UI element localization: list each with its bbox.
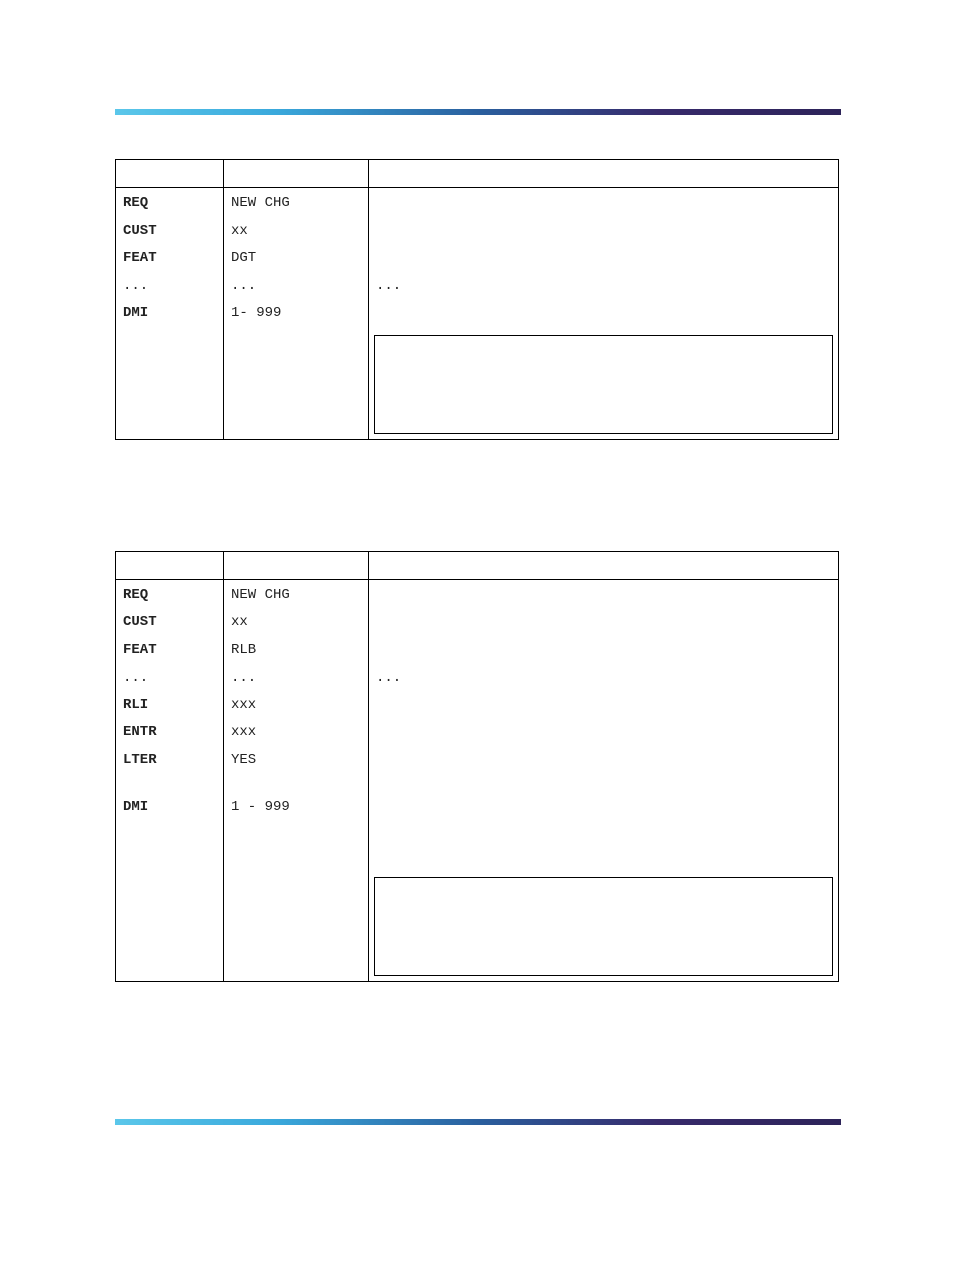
prompt-cell: FEAT	[123, 250, 157, 266]
prompt-cell: DMI	[123, 799, 149, 815]
prompt-cell: REQ	[123, 587, 149, 603]
response-cell: 1 - 999	[231, 799, 290, 815]
response-cell: DGT	[231, 250, 257, 266]
column-divider	[223, 552, 224, 981]
response-cell: YES	[231, 752, 257, 768]
response-cell: RLB	[231, 642, 257, 658]
prompt-cell: RLI	[123, 697, 149, 713]
header-divider	[116, 579, 838, 580]
prompt-cell: FEAT	[123, 642, 157, 658]
prompt-cell: ...	[123, 670, 149, 686]
prompt-cell: CUST	[123, 223, 157, 239]
table-dgt	[115, 159, 839, 440]
prompt-cell: ...	[123, 278, 149, 294]
description-cell: ...	[376, 670, 402, 686]
description-cell: ...	[376, 278, 402, 294]
response-cell: 1- 999	[231, 305, 282, 321]
table-rlb	[115, 551, 839, 982]
response-cell: xxx	[231, 724, 257, 740]
note-box	[374, 335, 833, 434]
column-divider	[368, 552, 369, 981]
response-cell: xxx	[231, 697, 257, 713]
response-cell: ...	[231, 278, 257, 294]
footer-rule	[115, 1119, 841, 1125]
response-cell: NEW CHG	[231, 587, 290, 603]
response-cell: NEW CHG	[231, 195, 290, 211]
prompt-cell: LTER	[123, 752, 157, 768]
header-divider	[116, 187, 838, 188]
column-divider	[368, 160, 369, 439]
column-divider	[223, 160, 224, 439]
prompt-cell: ENTR	[123, 724, 157, 740]
response-cell: xx	[231, 223, 248, 239]
prompt-cell: CUST	[123, 614, 157, 630]
header-rule	[115, 109, 841, 115]
response-cell: ...	[231, 670, 257, 686]
response-cell: xx	[231, 614, 248, 630]
prompt-cell: REQ	[123, 195, 149, 211]
note-box	[374, 877, 833, 976]
prompt-cell: DMI	[123, 305, 149, 321]
